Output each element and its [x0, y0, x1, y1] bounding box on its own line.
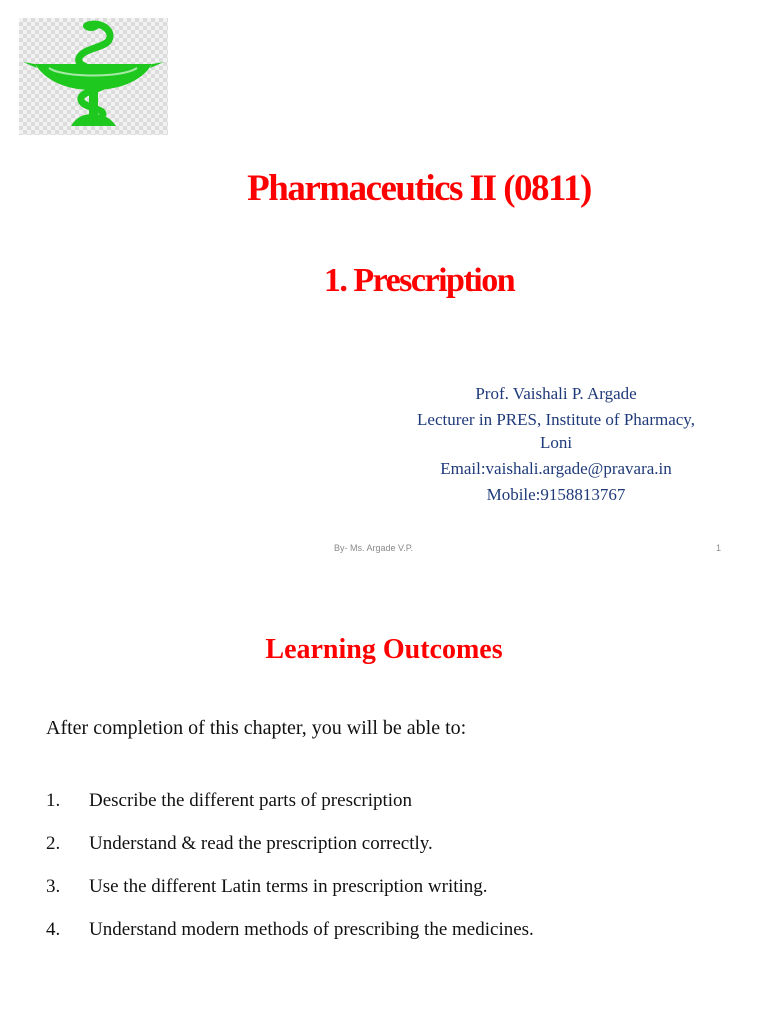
list-item-text: Describe the different parts of prescription [89, 790, 413, 811]
author-position-line2: Loni [539, 433, 573, 452]
outcomes-list [46, 788, 534, 960]
footer-author: By- Ms. Argade V.P. [334, 543, 414, 553]
pharmacy-logo [19, 18, 168, 135]
chapter-title: 1. Prescription [323, 262, 515, 299]
list-item-number: 2. [46, 833, 61, 854]
list-item [46, 788, 534, 831]
list-item-text: Use the different Latin terms in prescription writing. [89, 876, 488, 897]
course-title: Pharmaceutics II (0811) [247, 168, 591, 209]
author-position-line1: Lecturer in PRES, Institute of Pharmacy, [417, 410, 695, 429]
learning-outcomes-title: Learning Outcomes [265, 634, 503, 665]
list-item-number: 4. [46, 919, 61, 940]
list-item-number: 1. [46, 790, 61, 811]
author-mobile: Mobile:9158813767 [486, 485, 626, 504]
intro-text: After completion of this chapter, you will be able to: [46, 717, 467, 739]
list-item-text: Understand modern methods of prescribing the medicines. [89, 919, 534, 940]
list-item [46, 874, 534, 917]
page-number: 1 [716, 543, 722, 553]
list-item [46, 831, 534, 874]
author-name: Prof. Vaishali P. Argade [475, 384, 637, 403]
list-item [46, 917, 534, 960]
list-item-number: 3. [46, 876, 61, 897]
bowl-of-hygieia-icon [19, 18, 168, 135]
author-block [386, 382, 726, 506]
author-email: Email:vaishali.argade@pravara.in [440, 459, 672, 478]
list-item-text: Understand & read the prescription correctly. [89, 833, 433, 854]
